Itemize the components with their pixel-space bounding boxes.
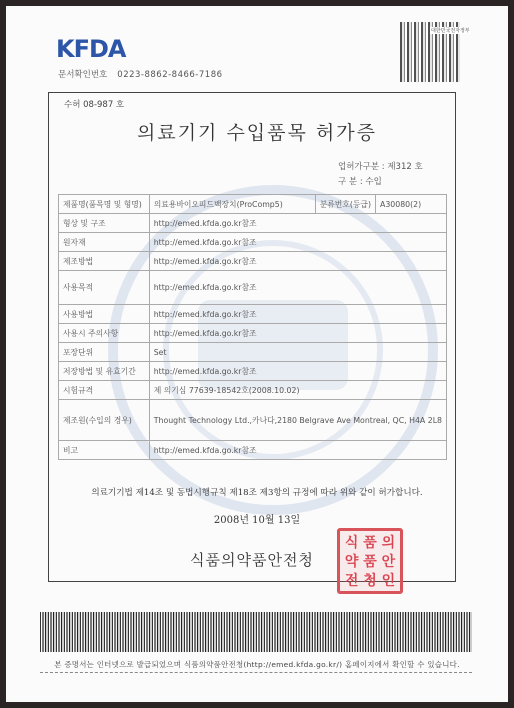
row-value: Thought Technology Ltd.,카나다,2180 Belgrave Ave Montreal, QC, H4A 2L8 xyxy=(149,400,446,441)
table-row xyxy=(59,214,447,233)
official-seal-stamp xyxy=(337,528,403,594)
stamp-char: 약 xyxy=(344,554,359,570)
row-value: 제 의기심 77639-18542호(2008.10.02) xyxy=(149,381,446,400)
stamp-char: 품 xyxy=(363,554,377,570)
qr-label: 대한민국전자정부 xyxy=(431,28,470,34)
table-row xyxy=(59,233,447,252)
stamp-char: 식 xyxy=(344,535,359,551)
table-row xyxy=(59,271,447,305)
stamp-char: 의 xyxy=(381,535,396,551)
stamp-char: 품 xyxy=(363,535,377,551)
row-value: http://emed.kfda.go.kr참조 xyxy=(149,233,446,252)
footer-note: 본 증명서는 인터넷으로 발급되었으며 식품의약품안전청(http://emed.kfda.go.kr/) 홈페이지에서 확인할 수 있습니다. xyxy=(54,660,460,669)
table-row xyxy=(59,324,447,343)
row-value: http://emed.kfda.go.kr참조 xyxy=(149,214,446,233)
class-number: 업허가구분 : 제312 호 xyxy=(338,162,423,172)
permit-statement: 의료기기법 제14조 및 동법시행규칙 제18조 제3항의 규정에 따라 위와 같이 허가합니다. xyxy=(91,488,423,498)
stamp-char: 전 xyxy=(344,573,359,589)
import-kind: 구 분 : 수입 xyxy=(338,177,382,187)
row-value-2: A30080(2) xyxy=(376,195,447,214)
table-row xyxy=(59,400,447,441)
row-label: 제품명(품목명 및 형명) xyxy=(59,195,150,214)
issuer-name: 식품의약품안전청 xyxy=(190,551,314,569)
stamp-char: 인 xyxy=(381,573,396,589)
row-value: Set xyxy=(149,343,446,362)
table-row xyxy=(59,441,447,460)
row-value: http://emed.kfda.go.kr참조 xyxy=(149,362,446,381)
row-value: http://emed.kfda.go.kr참조 xyxy=(149,441,446,460)
row-label: 비고 xyxy=(59,441,150,460)
kfda-logo xyxy=(56,34,128,64)
row-label: 포장단위 xyxy=(59,343,150,362)
row-label: 사용방법 xyxy=(59,305,150,324)
stamp-char: 안 xyxy=(381,554,396,570)
row-label: 시험규격 xyxy=(59,381,150,400)
table-row xyxy=(59,343,447,362)
row-value: http://emed.kfda.go.kr참조 xyxy=(149,324,446,343)
table-row xyxy=(59,362,447,381)
row-label: 사용시 주의사항 xyxy=(59,324,150,343)
table-row xyxy=(59,195,447,214)
row-label: 저장방법 및 유효기간 xyxy=(59,362,150,381)
row-label: 형상 및 구조 xyxy=(59,214,150,233)
verification-barcode xyxy=(40,612,472,652)
row-label: 사용목적 xyxy=(59,271,150,305)
row-label: 제조원(수입의 경우) xyxy=(59,400,150,441)
table-row xyxy=(59,305,447,324)
document-number-value: 0223-8862-8466-7186 xyxy=(117,70,223,80)
row-value: http://emed.kfda.go.kr참조 xyxy=(149,252,446,271)
footer-rule xyxy=(40,672,472,673)
row-label: 제조방법 xyxy=(59,252,150,271)
document-number xyxy=(58,68,223,80)
table-row xyxy=(59,252,447,271)
product-info-table xyxy=(58,194,447,460)
row-value: http://emed.kfda.go.kr참조 xyxy=(149,271,446,305)
table-row xyxy=(59,381,447,400)
row-label: 원자재 xyxy=(59,233,150,252)
certificate-title: 의료기기 수입품목 허가증 xyxy=(137,122,377,144)
logo-text: KFDA xyxy=(56,35,126,63)
issue-date: 2008년 10월 13일 xyxy=(213,515,301,526)
permit-number: 수허 08-987 호 xyxy=(64,100,125,110)
stamp-char: 청 xyxy=(363,573,377,589)
document-number-label: 문서확인번호 xyxy=(58,70,108,80)
row-label-2: 분류번호(등급) xyxy=(315,195,375,214)
row-value: 의료용바이오피드백장치(ProComp5) xyxy=(149,195,315,214)
row-value: http://emed.kfda.go.kr참조 xyxy=(149,305,446,324)
